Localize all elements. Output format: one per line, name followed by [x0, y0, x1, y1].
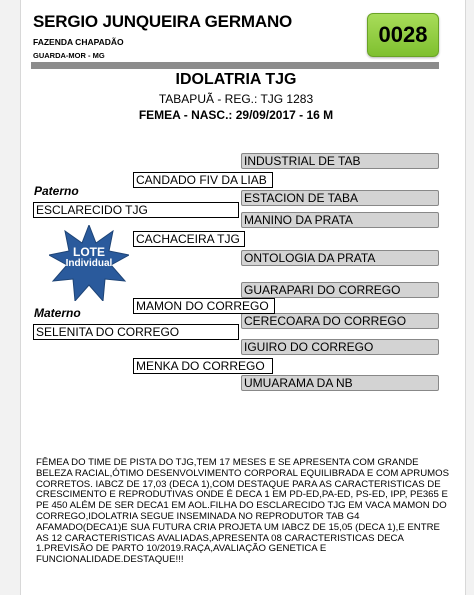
- owner-name: SERGIO JUNQUEIRA GERMANO: [33, 12, 293, 31]
- great-grandparent-1: INDUSTRIAL DE TAB: [241, 153, 439, 169]
- great-grandparent-7: IGUIRO DO CORREGO: [241, 339, 439, 355]
- great-grandparent-8: UMUARAMA DA NB: [241, 375, 439, 391]
- catalog-page: [20, 0, 466, 595]
- paternal-grandsire: CANDADO FIV DA LIAB: [133, 172, 273, 188]
- maternal-grandsire: MAMON DO CORREGO: [133, 298, 275, 314]
- maternal-label: Materno: [34, 306, 81, 320]
- individual-label: Individual: [65, 258, 113, 269]
- great-grandparent-6: CERECOARA DO CORREGO: [241, 313, 439, 329]
- great-grandparent-3: MANINO DA PRATA: [241, 212, 439, 228]
- great-grandparent-4: ONTOLOGIA DA PRATA: [241, 250, 439, 266]
- farm-name: FAZENDA CHAPADÃO: [33, 37, 124, 47]
- sire: ESCLARECIDO TJG: [33, 202, 239, 218]
- lote-label: LOTE: [73, 245, 105, 259]
- animal-sex-birth: FEMEA - NASC.: 29/09/2017 - 16 M: [138, 108, 334, 122]
- animal-name: IDOLATRIA TJG: [175, 71, 297, 88]
- great-grandparent-2: ESTACION DE TABA: [241, 190, 439, 206]
- description-text: FÊMEA DO TIME DE PISTA DO TJG,TEM 17 MESES E SE APRESENTA COM GRANDE BELEZA RACIAL,ÓTIMO DESENVOLVIMENTO CORPORAL EQUILIBRADA E COM APRUMOS CORRETOS. IABCZ DE 17,03 (DECA 1),COM DESTAQUE PARA AS CARACTERISTICAS DE CRESCIMENTO E REPRODUTIVAS ONDE É DECA 1 EM PD-ED,PA-ED, PS-ED, IPP, PE365 E PE 450 ALÉM DE SER DECA1 EM AOL.FILHA DO ESCLARECIDO TJG EM VACA MAMON DO CORREGO,IDOLATRIA SEGUE INSEMINADA NO REPRODUTOR TAB G4 AFAMADO(DECA1)E SUA FUTURA CRIA PROJETA UM IABCZ DE 15,05 (DECA 1),E ENTRE AS 12 CARACTERISTICAS AVALIADAS,APRESENTA 08 CARACTERISTICAS DECA 1.PREVISÃO DE PARTO 10/2019.RAÇA,AVALIAÇÃO GENETICA E FUNCIONALIDADE.DESTAQUE!!!: [36, 457, 449, 566]
- paternal-label: Paterno: [34, 184, 79, 198]
- header-divider: [31, 62, 439, 69]
- lote-star-label: [49, 246, 129, 270]
- animal-breed-registration: TABAPUÃ - REG.: TJG 1283: [158, 92, 314, 106]
- lot-number-badge: 0028: [367, 13, 439, 57]
- maternal-granddam: MENKA DO CORREGO: [133, 358, 273, 374]
- city-name: GUARDA-MOR - MG: [33, 51, 105, 60]
- great-grandparent-5: GUARAPARI DO CORREGO: [241, 282, 439, 298]
- paternal-granddam: CACHACEIRA TJG: [133, 231, 245, 247]
- dam: SELENITA DO CORREGO: [33, 324, 239, 340]
